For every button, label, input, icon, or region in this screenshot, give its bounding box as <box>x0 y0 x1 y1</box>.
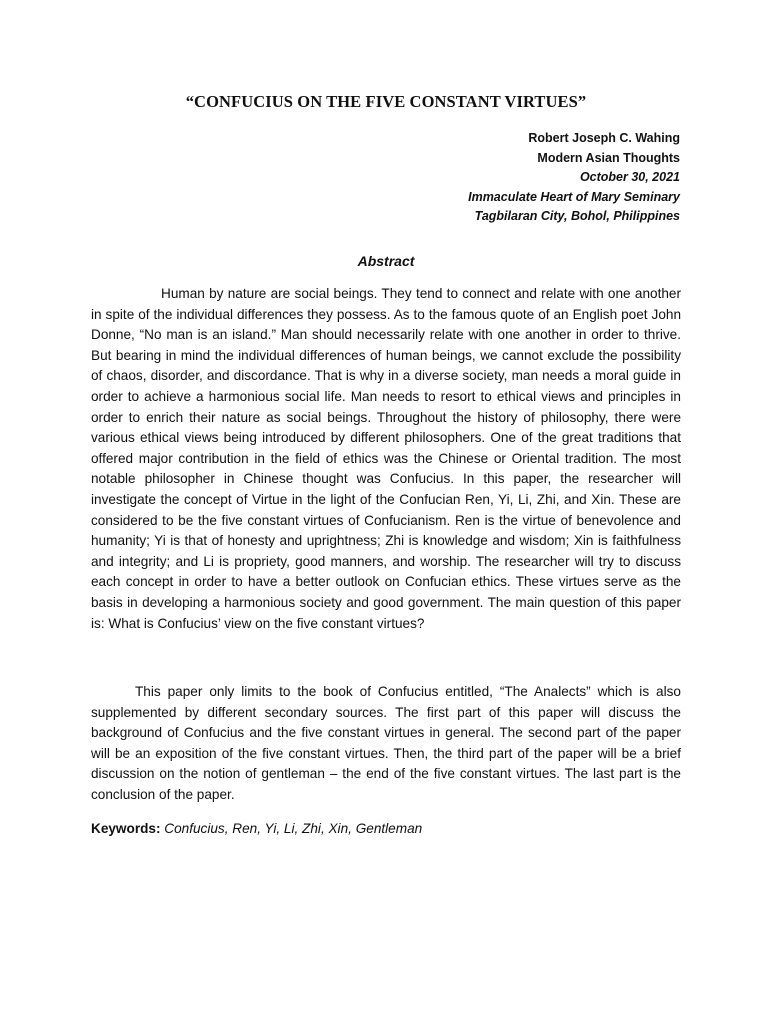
institution-location: Tagbilaran City, Bohol, Philippines <box>474 209 680 223</box>
abstract-paragraph-2: This paper only limits to the book of Confucius entitled, “The Analects” which is also supplemented by different secondary sources. The first part of this paper will discuss the background of Confucius and the five constant virtues in general. The second part of the paper will be an exposition of the five constant virtues. Then, the third part of the paper will be a brief discussion on the notion of gentleman – the end of the five constant virtues. The last part is the conclusion of the paper. <box>91 684 681 802</box>
institution-name: Immaculate Heart of Mary Seminary <box>468 189 680 204</box>
keywords-label: Keywords: <box>91 821 161 836</box>
keywords-line <box>91 819 681 839</box>
author-block <box>468 129 680 227</box>
paper-title: “CONFUCIUS ON THE FIVE CONSTANT VIRTUES” <box>185 92 587 111</box>
abstract-paragraph-1: Human by nature are social beings. They tend to connect and relate with one another in spite of the individual differences they possess. As to the famous quote of an English poet John Donne, “No man is an island.” Man should necessarily relate with one another in order to thrive. But bearing in mind the individual differences of human beings, we cannot exclude the possibility of chaos, disorder, and discordance. That is why in a diverse society, man needs a moral guide in order to achieve a harmonious social life. Man needs to resort to ethical views and principles in order to enrich their nature as social beings. Throughout the history of philosophy, there were various ethical views being introduced by different philosophers. One of the great traditions that offered major contribution in the field of ethics was the Chinese or Oriental tradition. The most notable philosopher in Chinese thought was Confucius. In this paper, the researcher will investigate the concept of Virtue in the light of the Confucian Ren, Yi, Li, Zhi, and Xin. These are considered to be the five constant virtues of Confucianism. Ren is the virtue of benevolence and humanity; Yi is that of honesty and uprightness; Zhi is knowledge and wisdom; Xin is faithfulness and integrity; and Li is propriety, good manners, and worship. The researcher will try to discuss each concept in order to have a better outlook on Confucian ethics. These virtues serve as the basis in developing a harmonious society and good government. The main question of this paper is: What is Confucius’ view on the five constant virtues? <box>91 286 681 631</box>
author-name: Robert Joseph C. Wahing <box>528 131 680 145</box>
keywords-list: Confucius, Ren, Yi, Li, Zhi, Xin, Gentleman <box>164 821 423 836</box>
paper-date: October 30, 2021 <box>579 170 680 184</box>
course-name: Modern Asian Thoughts <box>537 150 680 165</box>
abstract-heading: Abstract <box>357 253 415 269</box>
